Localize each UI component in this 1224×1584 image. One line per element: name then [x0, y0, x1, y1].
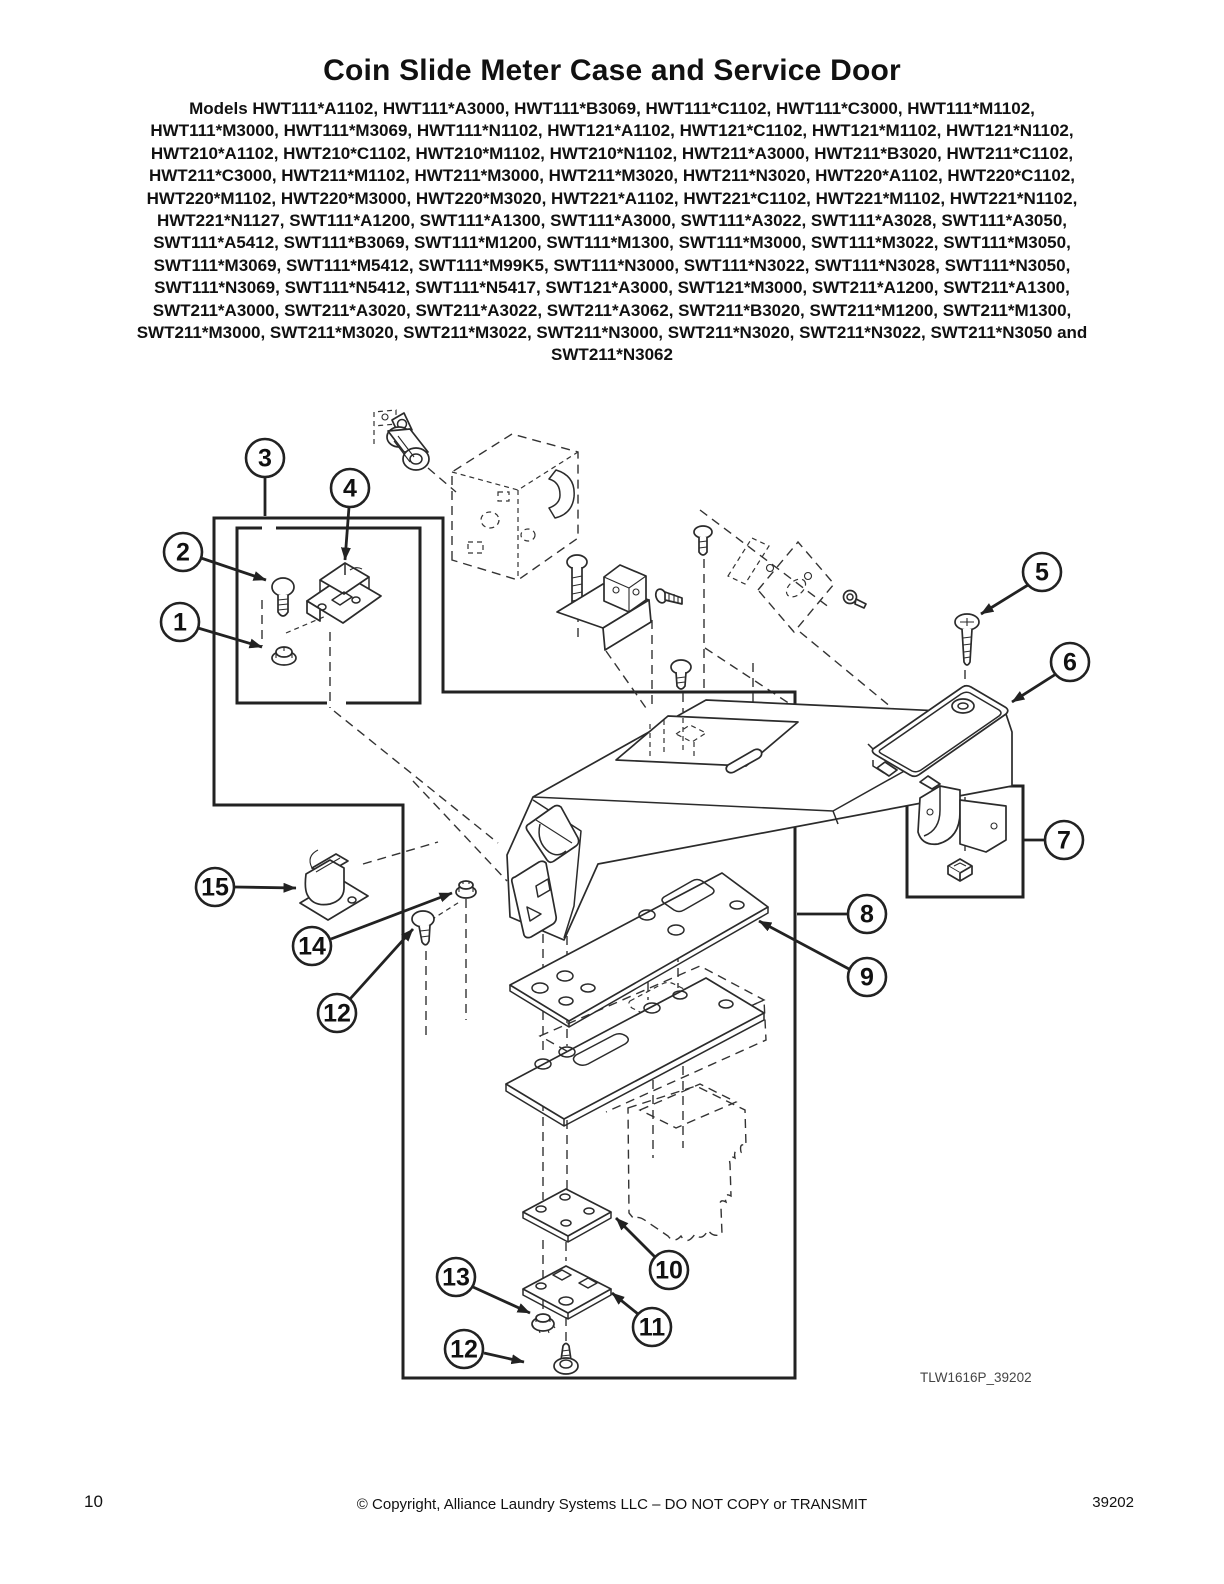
callout-number: 13 [442, 1263, 470, 1292]
callout-leader [484, 1353, 524, 1362]
callout-11 [612, 1293, 671, 1346]
screw-12-upper [412, 911, 434, 945]
hinge-screw-vertical [694, 526, 712, 555]
models-line: SWT111*M3069, SWT111*M5412, SWT111*M99K5, SWT111*N3000, SWT111*N3022, SWT111*N3028, SWT111*N3050, [153, 255, 1071, 275]
models-line: Models HWT111*A1102, HWT111*A3000, HWT111*B3069, HWT111*C1102, HWT111*C3000, HWT111*M1102, [189, 99, 1035, 118]
callout-10 [616, 1218, 688, 1289]
model-list [0, 98, 1224, 367]
callout-3 [246, 439, 284, 516]
models-line: HWT210*A1102, HWT210*C1102, HWT210*M1102, HWT210*N1102, HWT211*A3000, HWT211*B3020, HWT211*C1102, [150, 143, 1074, 163]
callout-leader [201, 558, 266, 580]
callout-1 [161, 603, 262, 647]
callout-leader [616, 1218, 655, 1257]
callout-6 [1012, 643, 1089, 702]
doc-number: 39202 [1092, 1494, 1134, 1511]
nut-13 [532, 1314, 555, 1333]
door-latch [300, 850, 368, 920]
coin-switch-assembly [557, 565, 651, 650]
callout-number: 6 [1063, 648, 1077, 677]
lock-cylinder [387, 413, 429, 470]
clamp-bracket [918, 786, 1006, 881]
callout-7 [1024, 821, 1083, 859]
plate-11 [523, 1266, 611, 1319]
nut-1 [272, 647, 296, 665]
callout-number: 4 [343, 474, 357, 503]
callout-number: 3 [258, 444, 272, 473]
callout-8 [797, 895, 886, 933]
callout-leader [198, 628, 262, 647]
plate-10 [523, 1189, 611, 1242]
solid-parts [272, 413, 1012, 1374]
copyright-notice: © Copyright, Alliance Laundry Systems LLC – DO NOT COPY or TRANSMIT [356, 1496, 868, 1513]
models-line: HWT211*C3000, HWT211*M1102, HWT211*M3000, HWT211*M3020, HWT211*N3020, HWT220*A1102, HWT220*C1102, [148, 166, 1076, 186]
models-line: SWT211*M3000, SWT211*M3020, SWT211*M3022, SWT211*N3000, SWT211*N3020, SWT211*N3022, SWT211*N3050 and [136, 323, 1088, 343]
switch-screw-horizontal [654, 588, 682, 604]
callout-number: 9 [860, 963, 874, 992]
models-line: HWT220*M1102, HWT220*M3000, HWT220*M3020, HWT221*A1102, HWT221*C1102, HWT221*M1102, HWT221*N1102, [146, 188, 1078, 208]
callout-leader [759, 921, 849, 969]
models-line: SWT211*N3062 [551, 345, 673, 365]
callout-leader [473, 1287, 530, 1313]
callout-number: 2 [176, 538, 190, 567]
nut-14 [456, 881, 476, 898]
callout-number: 12 [323, 999, 351, 1028]
screw-12-lower [554, 1344, 578, 1375]
callout-13 [437, 1258, 530, 1313]
models-line: HWT111*M3000, HWT111*M3069, HWT111*N1102, HWT121*A1102, HWT121*C1102, HWT121*M1102, HWT121*N1102, [150, 121, 1074, 141]
callout-number: 14 [298, 932, 326, 961]
callout-number: 11 [638, 1313, 666, 1342]
callout-15 [196, 868, 296, 906]
models-line: SWT111*N3069, SWT111*N5412, SWT111*N5417, SWT121*A3000, SWT121*M3000, SWT211*A1200, SWT211*A1300, [154, 278, 1070, 298]
callout-number: 1 [173, 608, 187, 637]
callout-5 [981, 553, 1061, 614]
callout-number: 5 [1035, 558, 1049, 587]
screw-5 [955, 614, 979, 665]
page-number: 10 [84, 1492, 103, 1511]
callout-number: 15 [201, 873, 229, 902]
callout-leader [981, 585, 1028, 614]
case-top-screw [671, 660, 691, 689]
callout-leader [612, 1293, 638, 1314]
callout-number: 12 [450, 1335, 478, 1364]
callout-number: 7 [1057, 826, 1071, 855]
exploded-diagram [0, 390, 1224, 1400]
callout-number: 8 [860, 900, 874, 929]
screw-2 [272, 578, 294, 616]
models-line: SWT211*A3000, SWT211*A3020, SWT211*A3022, SWT211*A3062, SWT211*B3020, SWT211*M1200, SWT211*M1300, [152, 300, 1072, 320]
callout-4 [331, 469, 369, 560]
latch-bracket [307, 563, 381, 623]
latch-parts-box [237, 528, 420, 703]
callout-leader [235, 887, 296, 888]
drawing-code: TLW1616P_39202 [920, 1370, 1032, 1385]
callout-leader [345, 507, 349, 560]
callout-12 [318, 929, 413, 1032]
page-title: Coin Slide Meter Case and Service Door [323, 54, 901, 87]
models-line: SWT111*A5412, SWT111*B3069, SWT111*M1200, SWT111*M1300, SWT111*M3000, SWT111*M3022, SWT111*M3050, [153, 233, 1071, 253]
models-line: HWT221*N1127, SWT111*A1200, SWT111*A1300, SWT111*A3000, SWT111*A3022, SWT111*A3028, SWT111*A3050, [156, 211, 1068, 231]
callout-leader [1012, 674, 1056, 702]
hinge-screw-small [844, 591, 867, 609]
callout-12 [445, 1330, 524, 1368]
callout-number: 10 [655, 1256, 683, 1285]
